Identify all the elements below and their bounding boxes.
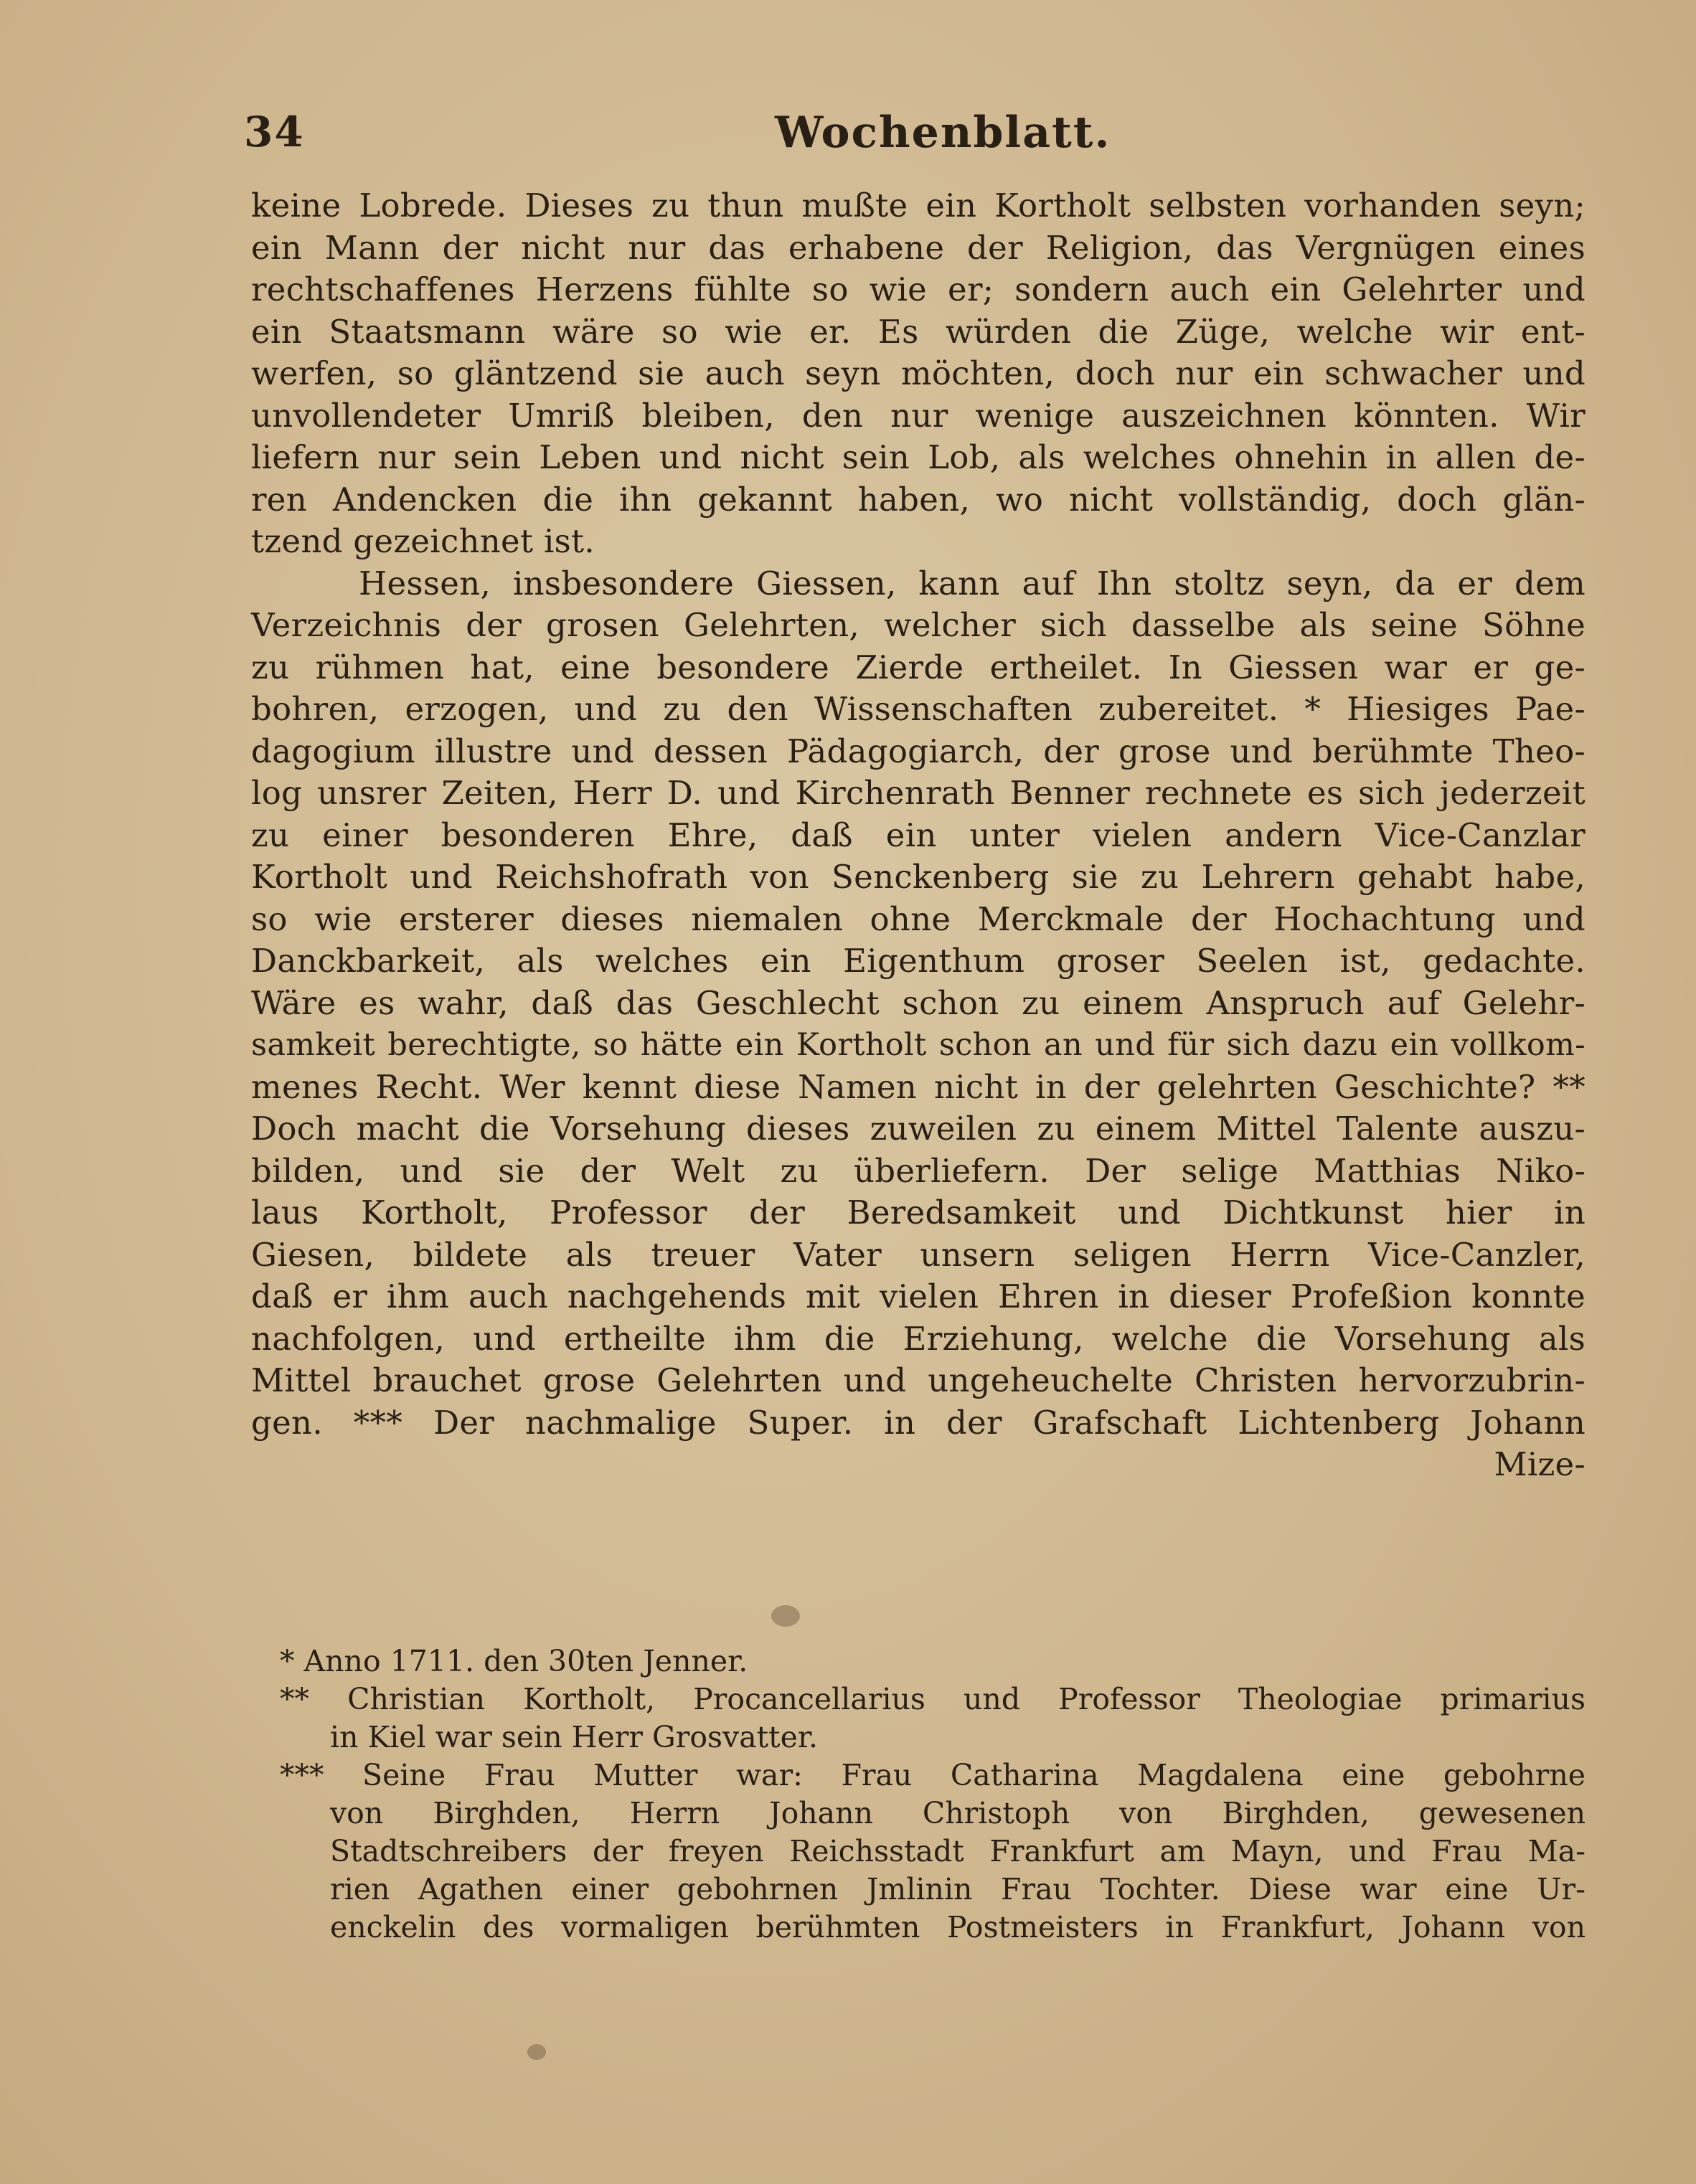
- text-line: menes Recht. Wer kennt diese Namen nicht in der gelehrten Geschichte? **: [251, 1067, 1586, 1106]
- page-number: 34: [244, 108, 305, 156]
- text-line: Mittel brauchet grose Gelehrten und ungeheuchelte Christen hervorzubrin-: [251, 1361, 1586, 1399]
- text-line: tzend gezeichnet ist.: [251, 522, 595, 560]
- text-line: Giesen, bildete als treuer Vater unsern seligen Herrn Vice-Canzler,: [251, 1235, 1586, 1274]
- footnote-line: * Anno 1711. den 30ten Jenner.: [280, 1644, 748, 1678]
- footnote-1: [251, 1642, 1586, 1680]
- text-line: Danckbarkeit, als welches ein Eigenthum groser Seelen ist, gedachte.: [251, 942, 1586, 980]
- text-line: liefern nur sein Leben und nicht sein Lob, als welches ohnehin in allen de-: [251, 438, 1586, 476]
- footnote-line: *** Seine Frau Mutter war: Frau Catharina Magdalena eine gebohrne: [280, 1758, 1586, 1792]
- text-line: log unsrer Zeiten, Herr D. und Kirchenrath Benner rechnete es sich jederzeit: [251, 774, 1586, 812]
- footnote-2: [251, 1680, 1586, 1757]
- text-line: Kortholt und Reichshofrath von Senckenberg sie zu Lehrern gehabt habe,: [251, 858, 1586, 896]
- ink-stain: [771, 1605, 800, 1627]
- footnote-line: Stadtschreibers der freyen Reichsstadt Frankfurt am Mayn, und Frau Ma-: [330, 1834, 1586, 1868]
- text-line: ren Andencken die ihn gekannt haben, wo nicht vollständig, doch glän-: [251, 480, 1586, 519]
- text-line: ein Staatsmann wäre so wie er. Es würden die Züge, welche wir ent-: [251, 312, 1586, 351]
- text-line: so wie ersterer dieses niemalen ohne Merckmale der Hochachtung und: [251, 899, 1586, 938]
- text-line: rechtschaffenes Herzens fühlte so wie er; sondern auch ein Gelehrter und: [251, 270, 1586, 308]
- catchword: Mize-: [1494, 1445, 1586, 1483]
- footnote-line: enckelin des vormaligen berühmten Postmeisters in Frankfurt, Johann von: [330, 1910, 1586, 1944]
- text-line: ein Mann der nicht nur das erhabene der Religion, das Vergnügen eines: [251, 228, 1586, 267]
- footnote-3: [251, 1757, 1586, 1947]
- text-line: zu einer besonderen Ehre, daß ein unter vielen andern Vice-Canzlar: [251, 816, 1586, 854]
- footnote-line: ** Christian Kortholt, Procancellarius und Professor Theologiae primarius: [280, 1682, 1586, 1716]
- text-line: werfen, so gläntzend sie auch seyn möchten, doch nur ein schwacher und: [251, 354, 1586, 392]
- text-line: gen. *** Der nachmalige Super. in der Grafschaft Lichtenberg Johann: [251, 1403, 1586, 1442]
- footnote-line: rien Agathen einer gebohrnen Jmlinin Frau Tochter. Diese war eine Ur-: [330, 1872, 1586, 1906]
- ink-stain: [527, 2044, 546, 2060]
- text-line: zu rühmen hat, eine besondere Zierde ertheilet. In Giessen war er ge-: [251, 648, 1586, 686]
- text-line: nachfolgen, und ertheilte ihm die Erziehung, welche die Vorsehung als: [251, 1319, 1586, 1358]
- footnote-line: in Kiel war sein Herr Grosvatter.: [330, 1720, 819, 1754]
- text-line: bohren, erzogen, und zu den Wissenschaften zubereitet. * Hiesiges Pae-: [251, 690, 1586, 728]
- text-line: laus Kortholt, Professor der Beredsamkeit und Dichtkunst hier in: [251, 1193, 1586, 1232]
- text-line: samkeit berechtigte, so hätte ein Kortholt schon an und für sich dazu ein vollkom-: [251, 1027, 1586, 1063]
- body-text: [251, 185, 1586, 1486]
- page-header: [244, 108, 1607, 165]
- text-line: dagogium illustre und dessen Pädagogiarch, der grose und berühmte Theo-: [251, 732, 1586, 770]
- footnotes: [251, 1642, 1586, 1947]
- text-line: Wäre es wahr, daß das Geschlecht schon zu einem Anspruch auf Gelehr-: [251, 983, 1586, 1022]
- text-line: Verzeichnis der grosen Gelehrten, welcher sich dasselbe als seine Söhne: [251, 606, 1586, 644]
- text-line: bilden, und sie der Welt zu überliefern. Der selige Matthias Niko-: [251, 1151, 1586, 1190]
- text-line: Doch macht die Vorsehung dieses zuweilen zu einem Mittel Talente auszu-: [251, 1110, 1586, 1148]
- footnote-line: von Birghden, Herrn Johann Christoph von Birghden, gewesenen: [330, 1796, 1586, 1830]
- text-line: keine Lobrede. Dieses zu thun mußte ein Kortholt selbsten vorhanden seyn;: [251, 186, 1586, 224]
- running-title: Wochenblatt.: [775, 108, 1111, 158]
- text-line: unvollendeter Umriß bleiben, den nur wenige auszeichnen könnten. Wir: [251, 396, 1586, 435]
- text-line: daß er ihm auch nachgehends mit vielen Ehren in dieser Profeßion konnte: [251, 1277, 1586, 1315]
- text-line: Hessen, insbesondere Giessen, kann auf Ihn stoltz seyn, da er dem: [359, 564, 1586, 602]
